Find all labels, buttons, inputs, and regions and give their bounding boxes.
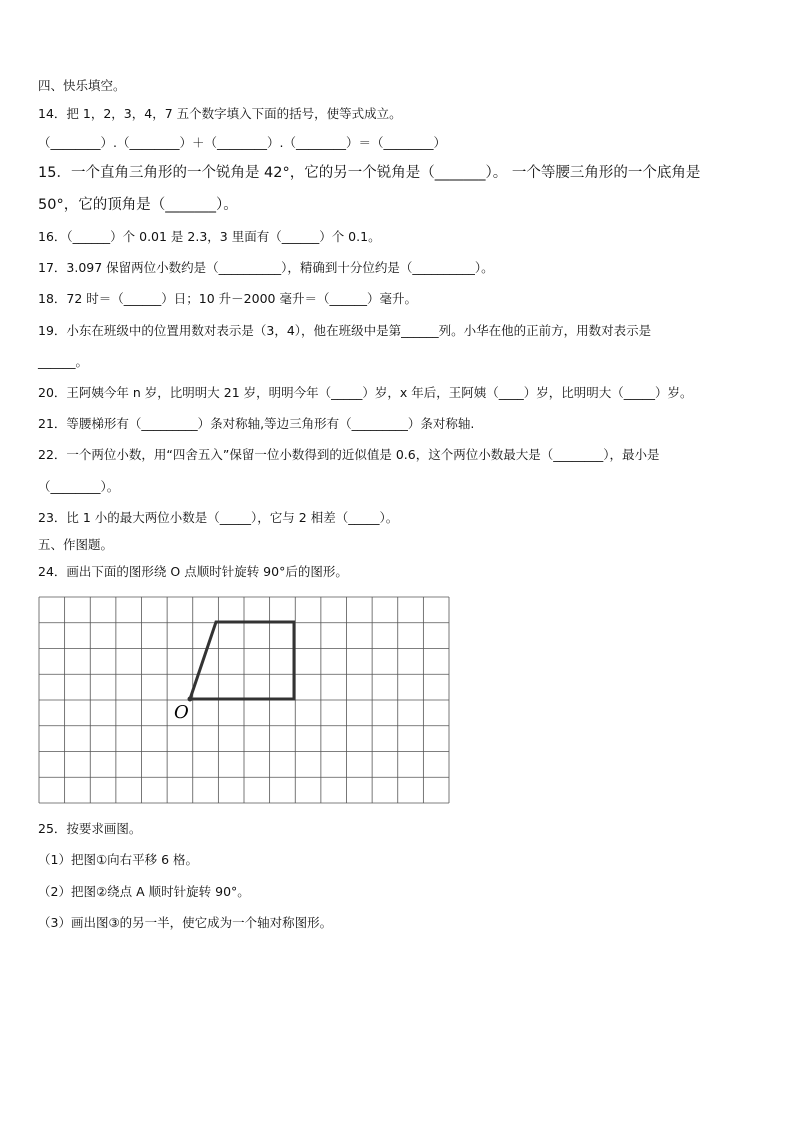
question-25-item-2: （2）把图②绕点 A 顺时针旋转 90°。 xyxy=(38,884,250,899)
question-17-text: 17．3.097 保留两位小数约是（__________），精确到十分位约是（__________）。 xyxy=(38,260,494,275)
question-20-text: 20．王阿姨今年 n 岁，比明明大 21 岁，明明今年（_____）岁，x 年后，王阿姨（____）岁，比明明大（_____）岁。 xyxy=(38,385,693,400)
question-23-text: 23．比 1 小的最大两位小数是（_____），它与 2 相差（_____）。 xyxy=(38,510,399,525)
point-o-label: O xyxy=(174,702,189,723)
question-25-item-3: （3）画出图③的另一半，使它成为一个轴对称图形。 xyxy=(38,915,333,930)
question-14-text: 14．把 1，2，3，4，7 五个数字填入下面的括号，使等式成立。 xyxy=(38,106,402,121)
question-15-line-1: 15．一个直角三角形的一个锐角是 42°，它的另一个锐角是（_______）。 一个等腰三角形的一个底角是 xyxy=(38,165,701,181)
question-18-text: 18．72 时＝（______）日；10 升－2000 毫升＝（______）毫升。 xyxy=(38,291,417,306)
question-25-title: 25．按要求画图。 xyxy=(38,821,142,836)
question-19-line-2: ______。 xyxy=(38,354,89,369)
point-o-marker xyxy=(188,697,193,702)
question-19-line-1: 19．小东在班级中的位置用数对表示是（3，4），他在班级中是第______列。小华在他的正前方，用数对表示是 xyxy=(38,323,652,338)
question-24-grid xyxy=(38,596,450,806)
question-16-text: 16．（______）个 0.01 是 2.3，3 里面有（______）个 0.1。 xyxy=(38,229,381,244)
section-5-heading: 五、作图题。 xyxy=(38,537,114,552)
rotation-shape xyxy=(190,622,294,699)
question-22-line-1: 22．一个两位小数，用“四舍五入”保留一位小数得到的近似值是 0.6，这个两位小数最大是（________），最小是 xyxy=(38,447,660,462)
question-24-text: 24．画出下面的图形绕 O 点顺时针旋转 90°后的图形。 xyxy=(38,564,348,579)
question-22-line-2: （________）。 xyxy=(38,479,120,494)
question-25-item-1: （1）把图①向右平移 6 格。 xyxy=(38,852,199,867)
question-14-equation: （________）.（________）＋（________）.（________）＝（________） xyxy=(38,135,446,150)
question-21-text: 21．等腰梯形有（_________）条对称轴,等边三角形有（_________）条对称轴. xyxy=(38,416,475,431)
question-15-line-2: 50°，它的顶角是（_______）。 xyxy=(38,197,238,213)
section-4-heading: 四、快乐填空。 xyxy=(38,78,126,93)
